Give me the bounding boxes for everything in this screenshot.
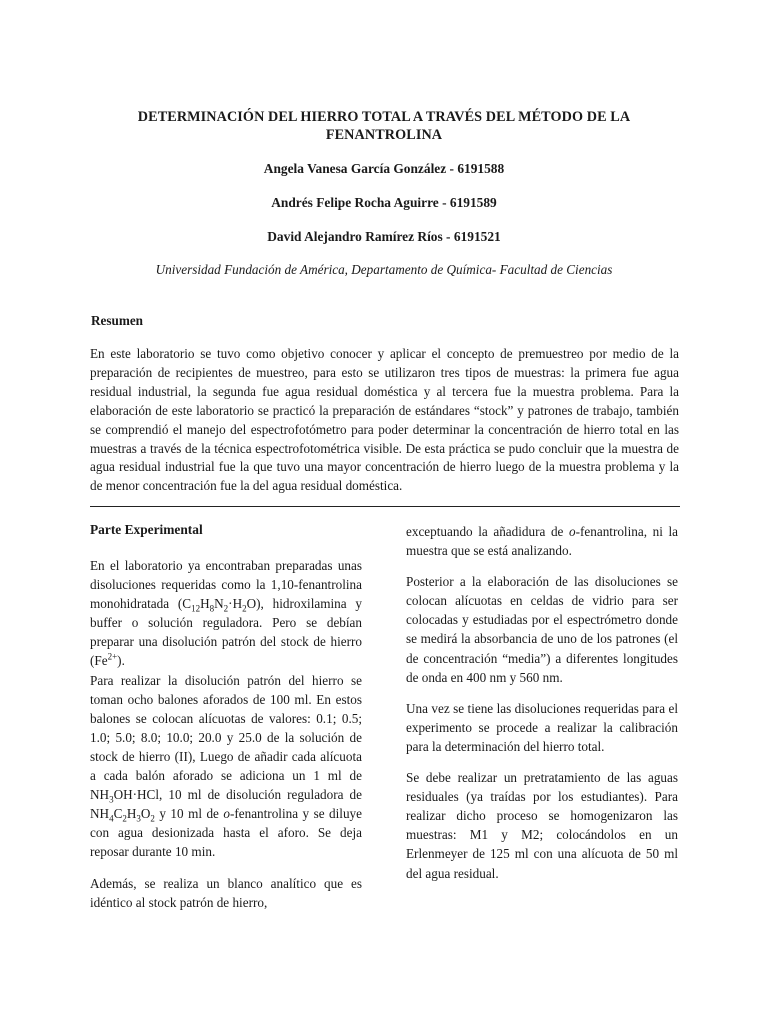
left-paragraph-3: Además, se realiza un blanco analítico que es idéntico al stock patrón de hierro, <box>90 875 362 910</box>
left-paragraph-1: En el laboratorio ya encontraban preparadas unas disoluciones requeridas como la 1,10-fenantrolina monohidratada $(C_{12}H_8N_2\cdot H_2O)$, hidroxilamina y buffer o solución reguladora. Pero se debían preparar una disolución patrón del stock de hierro $(Fe^{2+})$. <box>90 558 362 669</box>
author-1: Angela Vanesa García González - 6191588 <box>263 161 505 176</box>
left-column <box>90 520 362 924</box>
affiliation: Universidad Fundación de América, Departamento de Química- Facultad de Ciencias <box>155 262 613 277</box>
right-paragraph-3: Una vez se tiene las disoluciones requeridas para el experimento se procede a realizar la calibración para la determinación del hierro total. <box>406 700 678 754</box>
left-paragraph-2: Para realizar la disolución patrón del hierro se toman ocho balones aforados de 100 ml. En estos balones se colocan alícuotas de valores: 0.1; 0.5; 1.0; 5.0; 8.0; 10.0; 20.0 y 25.0 de la solución de stock de hierro (II), Luego de añadir cada alícuota a cada balón aforado se adiciona un 1 ml de $NH_3OH\cdot HCl$, 10 ml de disolución reguladora de $NH_4C_2H_3O_2$ y 10 ml de o-fenantrolina y se diluye con agua desionizada hasta el aforo. Se deja reposar durante 10 min. <box>90 672 362 860</box>
right-paragraph-1: exceptuando la añadidura de o-fenantrolina, ni la muestra que se está analizando. <box>406 524 678 559</box>
resumen-heading: Resumen <box>91 313 144 328</box>
title-line-1: DETERMINACIÓN DEL HIERRO TOTAL A TRAVÉS DEL MÉTODO DE LA <box>137 109 631 125</box>
right-column <box>406 520 678 895</box>
author-2: Andrés Felipe Rocha Aguirre - 6191589 <box>271 195 497 210</box>
section-heading-parte-experimental: Parte Experimental <box>90 522 203 537</box>
abstract-text: En este laboratorio se tuvo como objetivo conocer y aplicar el concepto de premuestreo por medio de la preparación de recipientes de muestreo, para esto se utilizaron tres tipos de muestras: la primera fue agua residual industrial, la segunda fue agua residual doméstica y al tercera fue la muestra problema. Para la elaboración de este laboratorio se practicó la preparación de estándares “stock” y patrones de trabajo, también se comprendió el manejo del espectrofotómetro para poder determinar la concentración de hierro total en las muestras a través de la técnica espectrofotométrica visible. De esta práctica se pudo concluir que la muestra de agua residual industrial fue la que tuvo una mayor concentración de hierro luego de la muestra problema y la de menor concentración fue la del agua residual doméstica. <box>90 346 679 494</box>
paper-title <box>110 108 658 144</box>
section-divider <box>90 506 680 507</box>
right-paragraph-2: Posterior a la elaboración de las disoluciones se colocan alícuotas en celdas de vidrio para ser colocadas y estudiadas por el espectrómetro donde se medirá la absorbancia de uno de los patrones (el de concentración “media”) a diferentes longitudes de onda en 400 nm y 560 nm. <box>406 574 678 685</box>
title-line-2: FENANTROLINA <box>325 127 443 143</box>
author-3: David Alejandro Ramírez Ríos - 6191521 <box>267 229 501 244</box>
right-paragraph-4: Se debe realizar un pretratamiento de las aguas residuales (ya traídas por los estudiantes). Para realizar dicho proceso se homogenizaron las muestras: M1 y M2; colocándolos en un Erlenmeyer de 125 ml con una alícuota de 50 ml del agua residual. <box>406 770 678 881</box>
